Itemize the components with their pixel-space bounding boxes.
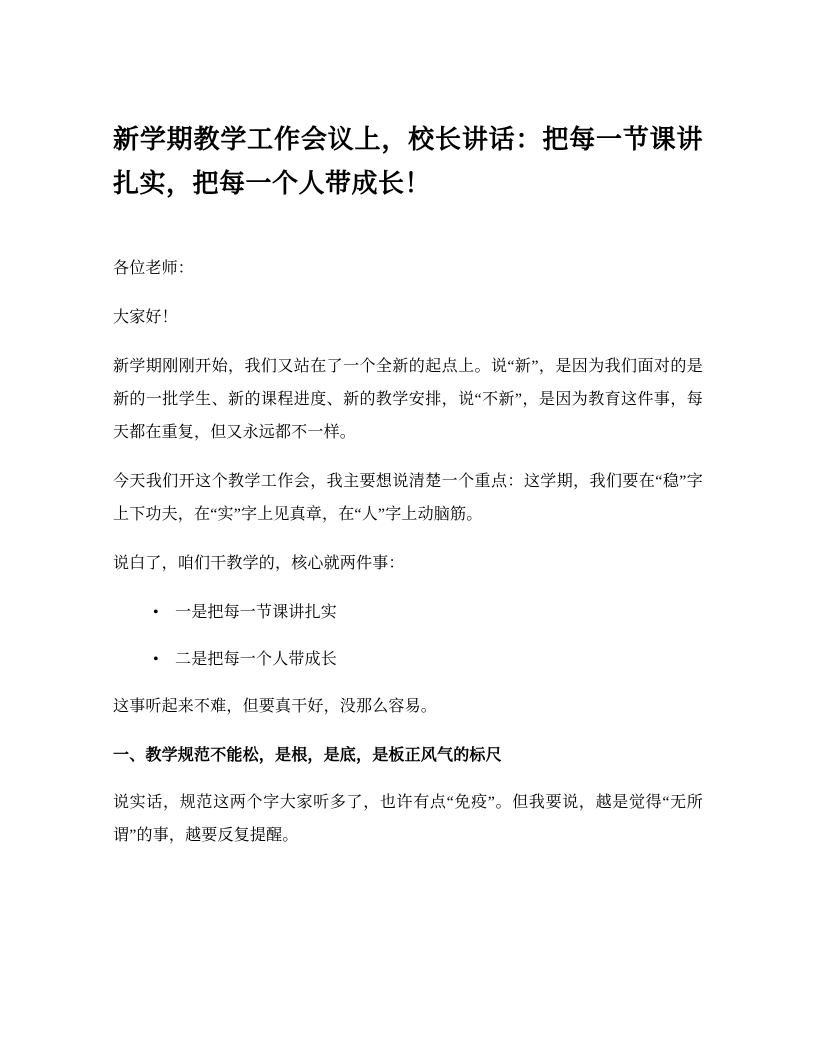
- body-paragraph-3: 说白了，咱们干教学的，核心就两件事：: [113, 555, 405, 572]
- body-paragraph-1: 新学期刚刚开始，我们又站在了一个全新的起点上。说“新”，是因为我们面对的是新的一批学生、新的课程进度、新的教学安排，说“不新”，是因为教育这件事，每天都在重复，但又永远都不一样。: [113, 358, 703, 441]
- body-paragraph-4: 这事听起来不难，但要真干好，没那么容易。: [113, 698, 438, 715]
- greeting: 大家好！: [113, 309, 178, 326]
- salutation: 各位老师：: [113, 260, 195, 277]
- body-paragraph-5: 说实话，规范这两个字大家听多了，也许有点“免疫”。但我要说，越是觉得“无所谓”的事，越要反复提醒。: [113, 794, 703, 844]
- section-heading-1: 一、教学规范不能松，是根，是底，是板正风气的标尺: [113, 747, 502, 764]
- page-title: 新学期教学工作会议上，校长讲话：把每一节课讲扎实，把每一个人带成长！: [113, 125, 703, 198]
- body-paragraph-2: 今天我们开这个教学工作会，我主要想说清楚一个重点：这学期，我们要在“稳”字上下功夫，在“实”字上见真章，在“人”字上动脑筋。: [113, 473, 703, 523]
- list-item: • 一是把每一节课讲扎实: [175, 596, 703, 629]
- bullet-list: [113, 596, 703, 676]
- list-item: • 二是把每一个人带成长: [175, 643, 703, 676]
